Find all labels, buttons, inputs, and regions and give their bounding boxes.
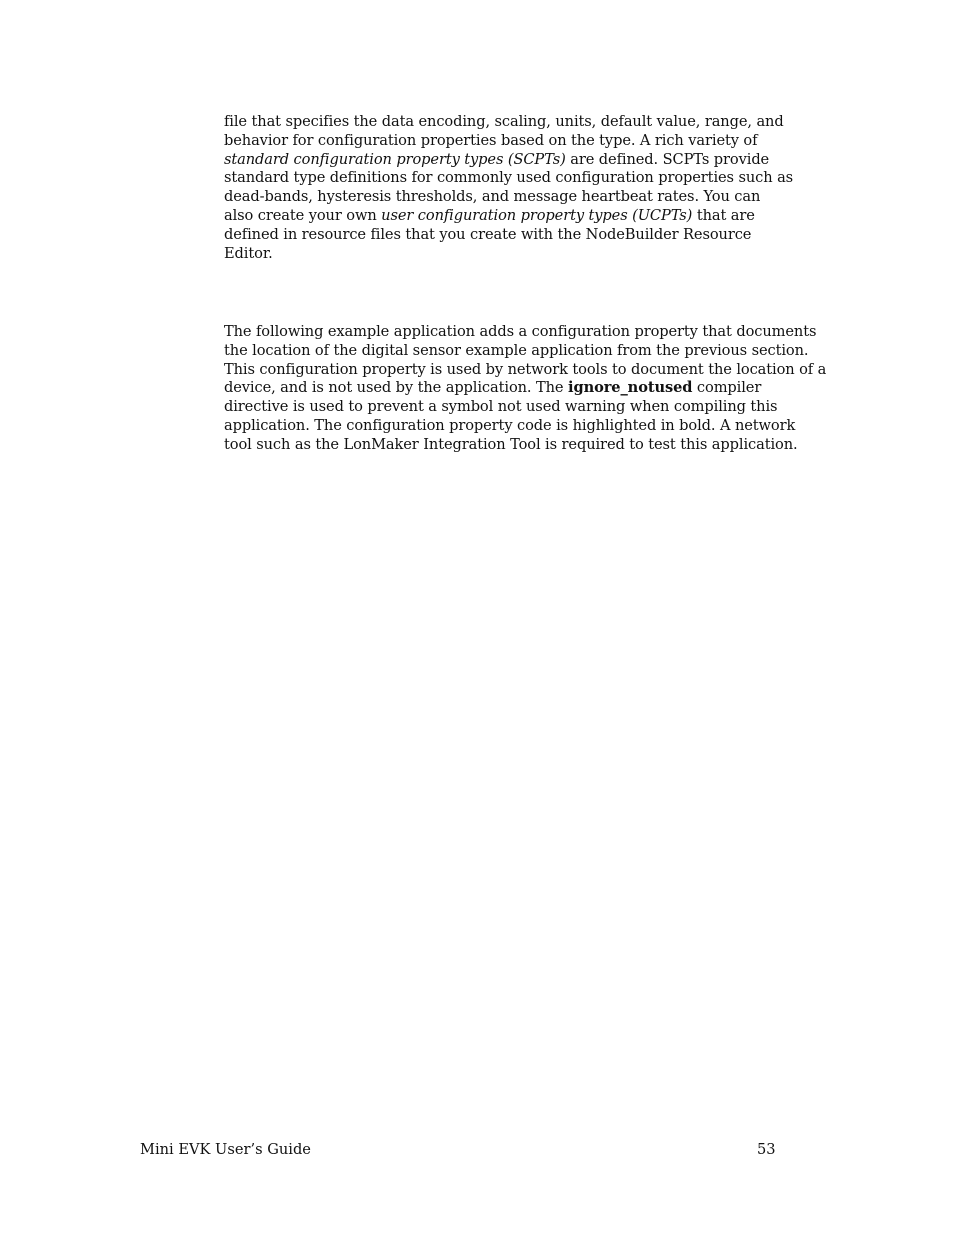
text-line <box>224 379 824 398</box>
text-span: that are <box>692 206 755 224</box>
text-span: are defined. SCPTs provide <box>565 150 770 168</box>
paragraph-example-application <box>224 323 827 455</box>
text-line: The following example application adds a configuration property that documents <box>224 323 817 340</box>
italic-term-scpts: standard configuration property types (SCPTs) <box>224 150 566 168</box>
text-span: compiler <box>692 379 762 397</box>
text-line: dead-bands, hysteresis thresholds, and message heartbeat rates. You can <box>224 188 761 206</box>
text-line: file that specifies the data encoding, scaling, units, default value, range, and <box>224 113 784 130</box>
text-line: tool such as the LonMaker Integration Tool is required to test this application. <box>224 435 798 453</box>
italic-term-ucpts: user configuration property types (UCPTs) <box>381 206 693 224</box>
footer-document-title: Mini EVK User’s Guide <box>140 1141 311 1158</box>
text-line: This configuration property is used by network tools to document the location of a <box>224 360 827 378</box>
text-line: behavior for configuration properties based on the type. A rich variety of <box>224 131 758 149</box>
text-line: directive is used to prevent a symbol not used warning when compiling this <box>224 398 778 416</box>
paragraph-configuration-property-types <box>224 113 824 263</box>
text-line: Editor. <box>224 244 273 262</box>
text-line: application. The configuration property code is highlighted in bold. A network <box>224 416 796 434</box>
text-line: standard type definitions for commonly used configuration properties such as <box>224 169 794 187</box>
text-span: also create your own <box>224 206 382 224</box>
text-line: defined in resource files that you create with the NodeBuilder Resource <box>224 225 752 243</box>
bold-term-ignore-notused: ignore_notused <box>568 379 693 397</box>
text-line: the location of the digital sensor example application from the previous section. <box>224 341 809 359</box>
text-span: device, and is not used by the application. The <box>224 379 569 397</box>
text-line <box>224 151 824 170</box>
footer-page-number: 53 <box>757 1141 776 1158</box>
text-line <box>224 207 824 226</box>
